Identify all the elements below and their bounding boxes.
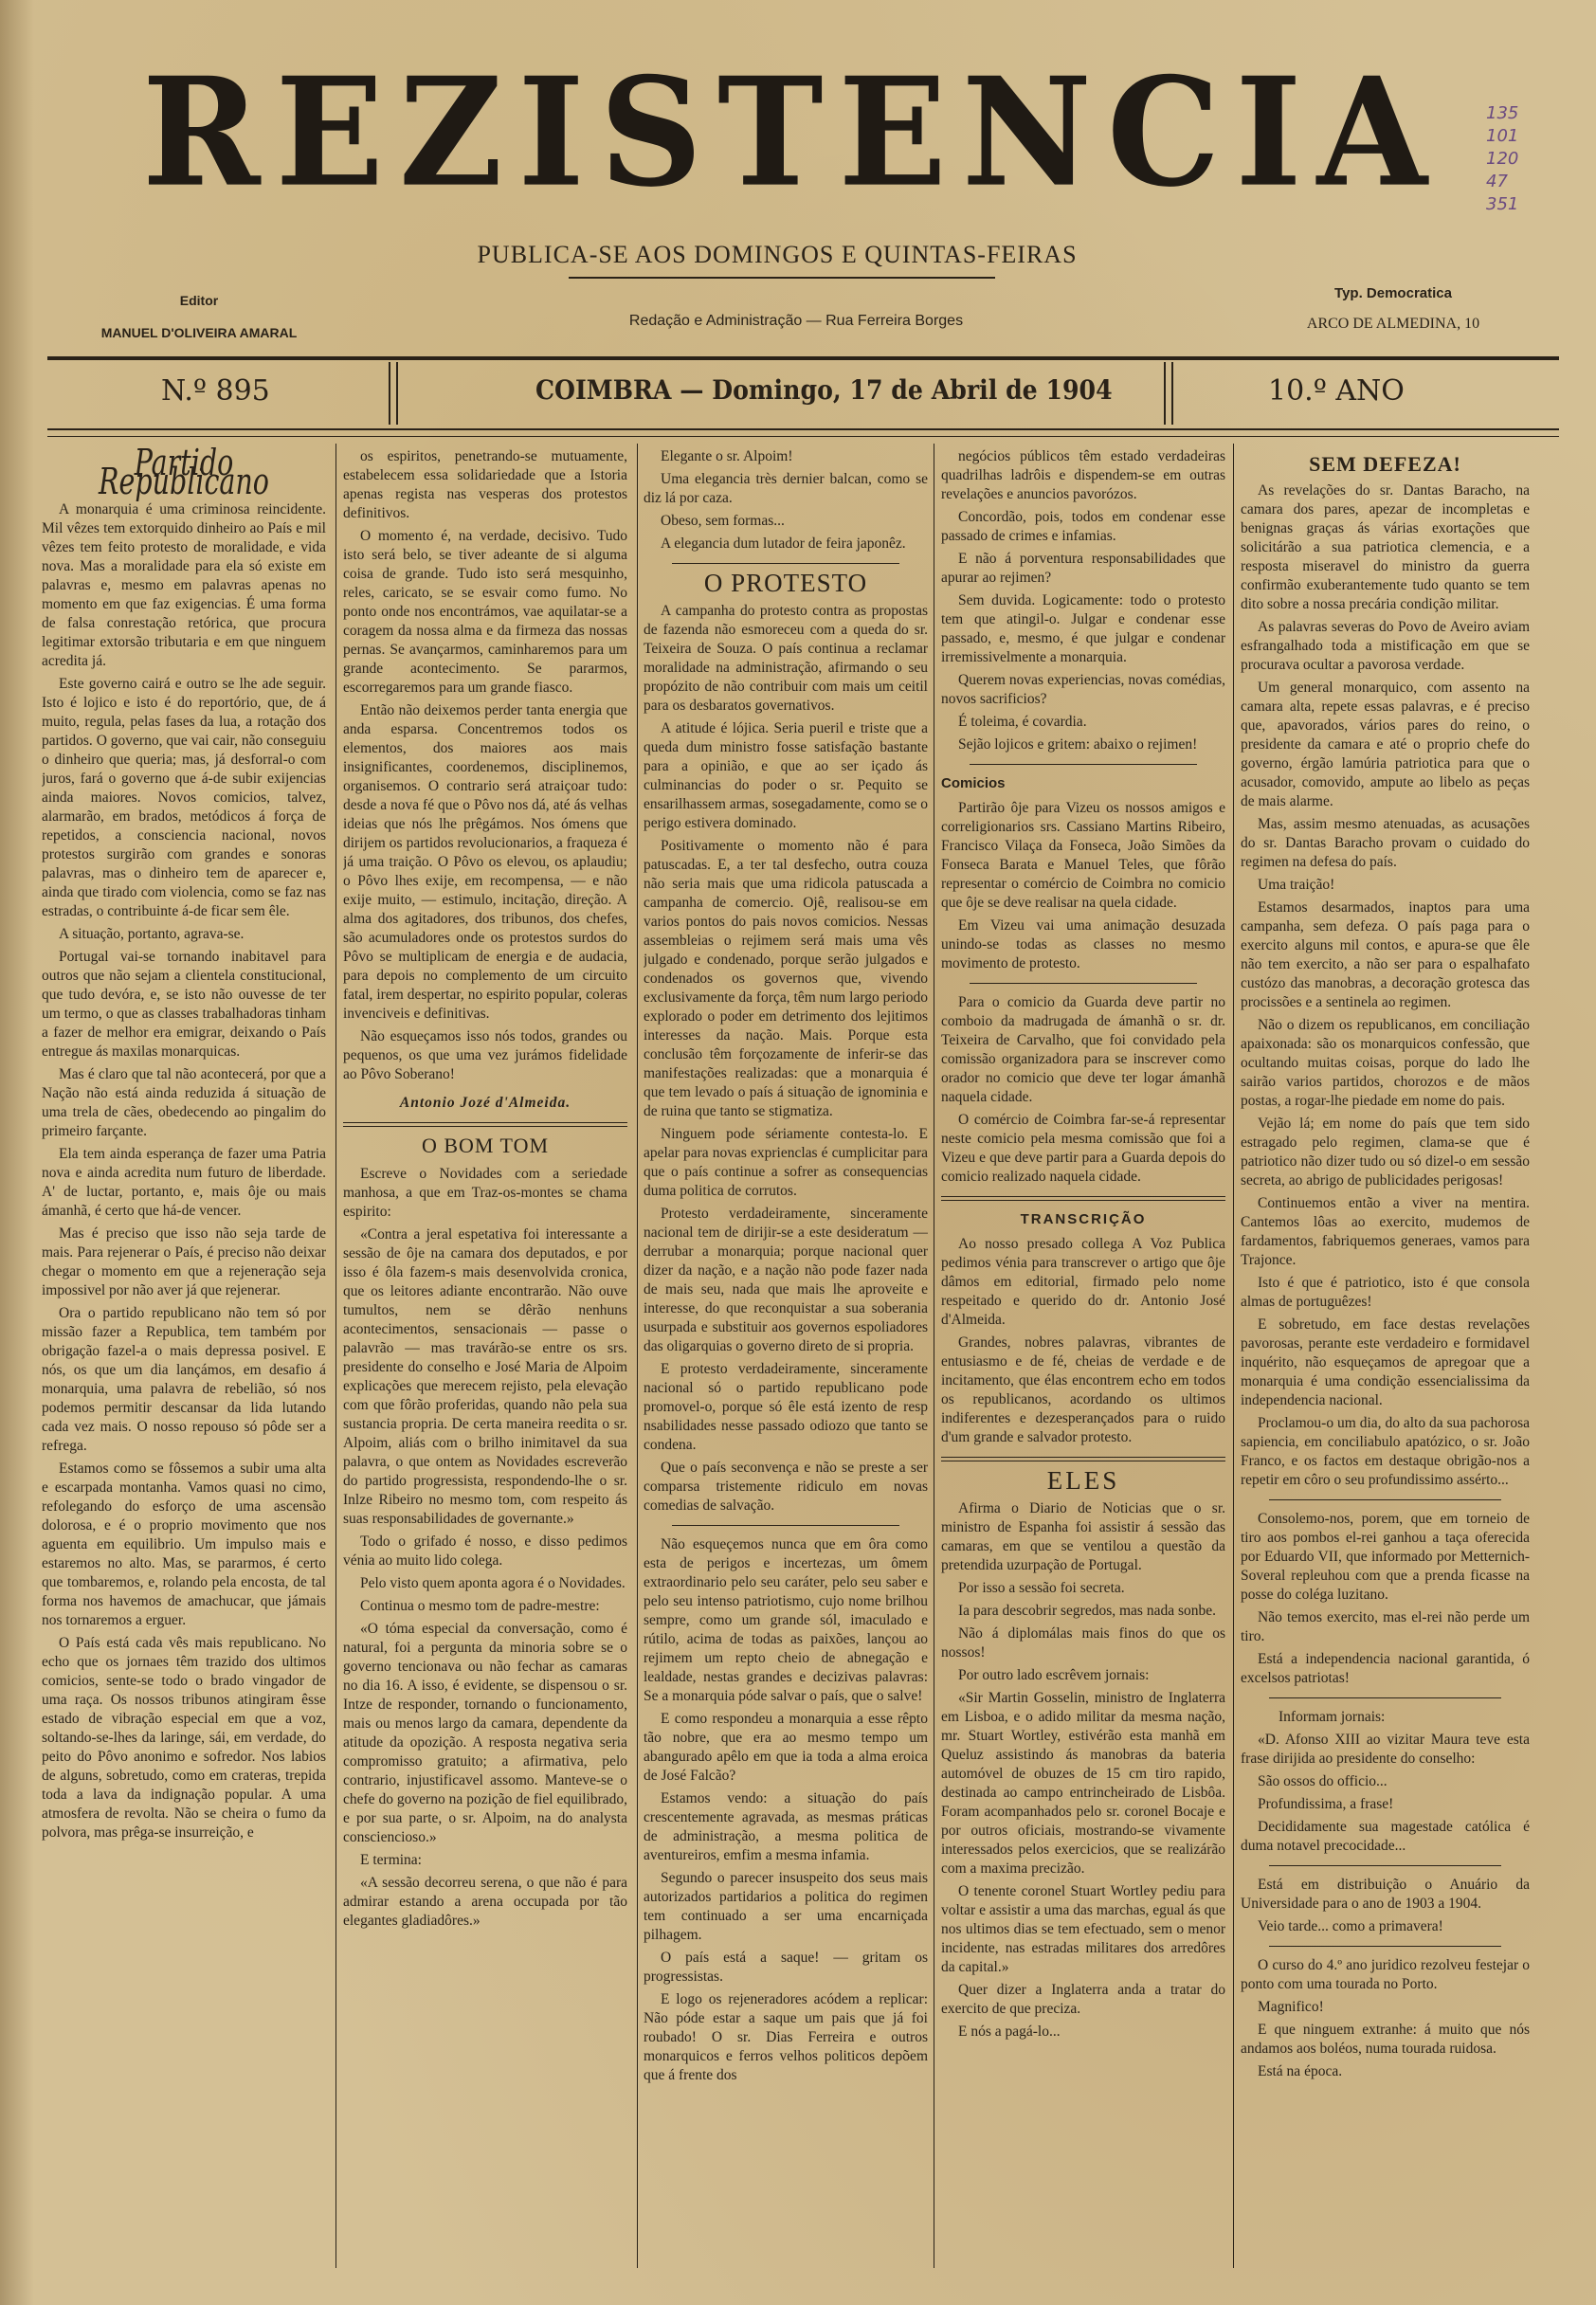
- paragraph: Mas, assim mesmo atenuadas, as acusações do sr. Dantas Baracho provam o cuidado do regimen na defesa do país.: [1241, 816, 1530, 870]
- paragraph: A monarquia é uma criminosa reincidente. Mil vêzes tem extorquido dinheiro ao País e mil vêzes tem feito protesto de moralidade, e vida nova. Mas a moralidade para ela só existe em palavras e, mesmo em palavras apenas no momento em que faz exigencias. É uma forma de falsa conrestação retórica, que procura legitimar extorsão tributaria e em que ninguem acredita já.: [42, 501, 326, 669]
- paragraph: Sejão lojicos e gritem: abaixo o rejimen!: [958, 736, 1198, 753]
- paragraph: Este governo cairá e outro se lhe ade seguir. Isto é lojico e isto é do reportório, que, de á muito, regula, pelas fases da lua, a rotação dos partidos. O governo, que vai cair, não conseguiu o dinheiro que queria; mas, já desforral-o com juros, fará o governo que á-de subir exijencias ainda maiores. Novos comicios, talvez, alarmarão, em brados, metódicos á força de repetidos, a consciencia nacional, novos protestos surgirão com grandes e sonoras palavras, mas o dinheiro tem de aparecer e, ainda que tirado com violencia, como se faz nas estradas, o contribuinte á-de ficar sem êle.: [42, 676, 326, 919]
- typ-label: Typ. Democratica: [1334, 285, 1452, 301]
- header-rule-bottom-thin: [47, 436, 1559, 437]
- paragraph: Estamos vendo: a situação do país crescentemente agravada, as mesmas práticas de administração, a mesma politica de aventureiros, emfim a mesma infamia.: [644, 1790, 928, 1863]
- paragraph: Não á diplomálas mais finos do que os nossos!: [941, 1625, 1225, 1661]
- paragraph: O momento é, na verdade, decisivo. Tudo isto será belo, se tiver adeante de si alguma coisa de grande. Tudo isto será mesquinho, reles, caricato, se se esvair como fumo. No ponto onde nos encontrámos, vae aquilatar-se a coragem da nossa alma e da firmeza das nossas pernas. Se avançarmos, caminharemos para um grande acontecimento. Se pararmos, escorregaremos para um grande fiasco.: [343, 528, 627, 696]
- paragraph: «Sir Martin Gosselin, ministro de Inglaterra em Lisboa, e o adido militar da mesma nação, mr. Stuart Wortley, estivérão esta manhã em Queluz assistindo ás manobras da bateria automóvel de obuzes de 15 cm tiro rapido, destinada ao campo entrincheirado de Lisbôa. Foram acompanhados pelo sr. coronel Bocaje e por outros oficiais, mostrando-se vivamente interessados pelos exercicios, que se realizárão com a maxima precizão.: [941, 1690, 1225, 1877]
- paragraph: Ora o partido republicano não tem só por missão fazer a Republica, tem também por obrigação fazel-a o mais depressa posivel. E nós, os que um dia lançámos, em desafio á monarquia, uma palavra de rebelião, só nos podemos permitir descansar da lida lutando cada vez mais. O nosso repouso só pôde ser a refrega.: [42, 1305, 326, 1454]
- paragraph: O curso do 4.º ano juridico rezolveu festejar o ponto com uma tourada no Porto.: [1241, 1957, 1530, 1992]
- paragraph: Para o comicio da Guarda deve partir no comboio da madrugada de ámanhã o sr. dr. Teixeira de Carvalho, que foi convidado pela comissão organizadora para se inscrever como orador no comicio que deve ter logar ámanhã naquela cidade.: [941, 994, 1225, 1105]
- info-divider: [389, 362, 390, 425]
- note-line: 101: [1486, 126, 1519, 146]
- paragraph: Então não deixemos perder tanta energia que anda esparsa. Concentremos todos os elementos, dos maiores aos mais insignificantes, coordenemos, disciplinemos, organisemos. O contrario será atraiçoar tudo: desde a nova fé que o Pôvo nos dá, até ás velhas ideias que nós lhe prêgámos. Nos ómens que dirijem os partidos revolucionarios, a fraqueza é já uma traição. O Pôvo os elevou, os aplaudiu; o Pôvo lhes exije, em recompensa, — e não exije muito, — estimulo, incitação, direção. A alma dos agitadores, dos tribunos, dos chefes, são acumuladores onde os protestos surdos do Pôvo se multiplicam de energia e de audacia, para depois no complemento de um circuito fatal, irem despertar, no espirito popular, coleras invenciveis e definitivas.: [343, 702, 627, 1022]
- paragraph: Não esqueçamos isso nós todos, grandes ou pequenos, os que uma vez jurámos fidelidade ao Pôvo Soberano!: [343, 1028, 627, 1082]
- article-separator: [343, 1122, 627, 1127]
- paragraph: Ela tem ainda esperança de fazer uma Patria nova e ainda acredita num futuro de liberdade. A' de luctar, portanto, e, mais ôje ou mais ámanhã, é certo que há-de vencer.: [42, 1146, 326, 1219]
- paragraph: «A sessão decorreu serena, o que não é para admirar estando a arena occupada por tão elegantes gladiadôres.»: [343, 1875, 627, 1929]
- paragraph: Concordão, pois, todos em condenar esse passado de crimes e infamias.: [941, 509, 1225, 544]
- column-4: [941, 447, 1225, 2267]
- article-separator: [1269, 1697, 1501, 1698]
- paragraph: A situação, portanto, agrava-se.: [59, 926, 245, 942]
- paragraph: Uma traição!: [1258, 877, 1335, 893]
- paragraph: E protesto verdadeiramente, sinceramente nacional só o partido republicano pode promovel-o, porque só êle está izento de resp nsabilidades nesse passado odiozo que tanto se condena.: [644, 1361, 928, 1453]
- article-signature: Antonio Jozé d'Almeida.: [399, 1095, 571, 1111]
- article-title-bom-tom: O BOM TOM: [421, 1134, 550, 1157]
- paragraph: Veio tarde... como a primavera!: [1258, 1918, 1443, 1934]
- column-1: [42, 447, 326, 2267]
- paragraph: Partirão ôje para Vizeu os nossos amigos e correligionarios srs. Cassiano Martins Ribeiro, Francisco Vilaça da Fonseca, João Simões da Fonseca Barata e Manuel Teles, que fôrão representar o comércio de Coimbra no comicio que ôje se deve realisar na quela cidade.: [941, 800, 1225, 911]
- article-title-eles: ELES: [1046, 1466, 1120, 1495]
- paragraph: Ia para descobrir segredos, mas nada sonbe.: [958, 1603, 1217, 1619]
- paragraph: E sobretudo, em face destas revelações pavorosas, perante este verdadeiro e formidavel inquérito, não esqueçamos de apregoar que a monarquia é uma condição essencialissima da independencia nacional.: [1241, 1316, 1530, 1408]
- column-rule: [637, 444, 638, 2268]
- article-separator: [1269, 1946, 1501, 1947]
- subtitle-rule: [569, 277, 995, 279]
- paragraph: Não temos exercito, mas el-rei não perde um tiro.: [1241, 1609, 1530, 1644]
- column-3: [644, 447, 928, 2267]
- article-title-partido-republicano: Partido Republicano: [99, 447, 269, 502]
- paragraph: «Contra a jeral espetativa foi interessante a sessão de ôje na camara dos deputados, e por isso é ôla fazem-s mais desenvolvida cronica, que os leitores adiante encontrarão. Não ouve tumultos, nem se dêrão nenhuns acontecimentos, sensacionais — passe o palavrão — mas travárão-se entre os srs. presidente do conselho e José Maria de Alpoim explicações que merecem rejisto, pela elevação com que fôrão proferidas, quando não pela sua sustancia propria. De certa maneira reedita o sr. Alpoim, aliás com o brilho inimitavel da sua palavra, o que ontem as Novidades escreverão do partido progressista, respondendo-lhe o sr. Inlze Ribeiro no mesmo tom, com respeito ás suas responsabilidades de governante.»: [343, 1226, 627, 1527]
- typography-box: [1223, 279, 1564, 339]
- paragraph: Um general monarquico, com assento na camara alta, repete essas palavras, e é preciso que, apavorados, vários pares do reino, o presidente da camara e até o proprio chefe do governo, érgão lamúria patriotica para que o acusador, comovido, ampute ao libelo as peças de mais alarme.: [1241, 680, 1530, 809]
- paragraph: E logo os rejeneradores acódem a replicar: Não póde estar a saque um pais que já foi roubado! O sr. Dias Ferreira e outros monarquicos e ferros velhos politicos depõem que á frente dos: [644, 1991, 928, 2083]
- masthead-subtitle: PUBLICA-SE AOS DOMINGOS E QUINTAS-FEIRAS: [477, 241, 1078, 268]
- paragraph: O tenente coronel Stuart Wortley pediu para voltar e assistir a uma das marchas, egual ás que nos ultimos dias se tem efectuado, sem o menor incidente, nas estradas militares dos arredôres da capital.»: [941, 1883, 1225, 1975]
- paragraph: Uma elegancia très dernier balcan, como se diz lá por caza.: [644, 471, 928, 506]
- article-separator: [672, 1525, 899, 1526]
- header-rule-bottom: [47, 428, 1559, 430]
- article-separator: [941, 1196, 1225, 1201]
- paragraph: Em Vizeu vai uma animação desuzada unindo-se todas as classes no mesmo movimento de protesto.: [941, 917, 1225, 971]
- paragraph: Proclamou-o um dia, do alto da sua pachorosa sapiencia, em conciliabulo apatózico, o sr. João Franco, e os factos em destaque obrigão-nos a repetir em côro o seu profundissimo assérto...: [1241, 1415, 1530, 1488]
- paragraph: E não á porventura responsabilidades que apurar ao rejimen?: [941, 551, 1225, 586]
- info-divider: [1164, 362, 1166, 425]
- column-5: [1241, 447, 1530, 2267]
- paragraph: Ao nosso presado collega A Voz Publica pedimos vénia para transcrever o artigo que ôje dâmos em editorial, firmado pelo nome respeitado e querido do dr. Antonio José d'Almeida.: [941, 1236, 1225, 1328]
- paragraph: As revelações do sr. Dantas Baracho, na camara dos pares, apezar de incompletas e benignas graças ás várias exortações que solicitárão a sua patriotica clemencia, e a resposta miseravel do ministro da guerra confirmão exuberantemente tudo quanto se tem dito sobre a nossa precária condição militar.: [1241, 482, 1530, 612]
- paragraph: Magnifico!: [1258, 1999, 1324, 2015]
- editor-name: MANUEL D'OLIVEIRA AMARAL: [100, 325, 298, 340]
- paragraph: Mas é preciso que isso não seja tarde de mais. Para rejenerar o País, é preciso não deixar chegar o momento em que a rejeneração seja impossivel por não aver já que rejenerar.: [42, 1225, 326, 1298]
- paragraph: Está na época.: [1258, 2063, 1343, 2079]
- paragraph: Não o dizem os republicanos, em conciliação apaixonada: são os monarquicos confessão, que ocultando muitas coisas, porque do lado lhe sairão varios partidos, chorozos e de mãos postas, a rogar-lhe piedade em nome do pais.: [1241, 1017, 1530, 1109]
- paragraph: A campanha do protesto contra as propostas de fazenda não esmoreceu com a queda do sr. Teixeira de Souza. O país continua a reclamar moralidade na administração, afirmando o seu propózito de não contribuir com mais um ceitil para os desbaratos governativos.: [644, 603, 928, 714]
- paragraph: Que o país seconvença e não se preste a ser comparsa tristemente ridiculo em novas comedias de salvação.: [644, 1460, 928, 1514]
- paragraph: Decididamente sua magestade católica é duma notavel precocidade...: [1241, 1819, 1530, 1854]
- paragraph: E nós a pagá-lo...: [958, 2024, 1061, 2040]
- paragraph: Estamos como se fôssemos a subir uma alta e escarpada montanha. Vamos quasi no cimo, refolegando do esforço de uma ascensão dolorosa, e é o proprio movimento que nos aguenta em equilibrio. Um impulso mais e estaremos no alto. Mas, se pararmos, é certo que tombaremos, e, rolando pela encosta, de tal forma nos havemos de amachucar, que jámais nos tornaremos a erguer.: [42, 1461, 326, 1628]
- paragraph: E que ninguem extranhe: á muito que nós andamos aos boléos, numa tourada ruidosa.: [1241, 2022, 1530, 2057]
- paragraph: Escreve o Novidades com a seriedade manhosa, a que em Traz-os-montes se chama espirito:: [343, 1166, 627, 1220]
- masthead-title: REZISTENCIA: [142, 45, 1442, 221]
- typ-address: ARCO DE ALMEDINA, 10: [1306, 316, 1480, 332]
- handwritten-note: [1486, 102, 1590, 216]
- page-fold-shadow: [0, 0, 34, 2305]
- article-separator: [672, 563, 899, 564]
- header-rule-top: [47, 356, 1559, 360]
- paragraph: Sem duvida. Logicamente: todo o protesto tem que atingil-o. Julgar e condenar esse passado, e, mesmo, é que julgar e condenar irremissivelmente a monarquia.: [941, 592, 1225, 665]
- paragraph: Mas é claro que tal não acontecerá, por que a Nação não está ainda reduzida á situação de uma trela de cães, obedecendo ao pingalim do primeiro farçante.: [42, 1066, 326, 1139]
- note-line: 135: [1486, 103, 1519, 123]
- paragraph: Informam jornais:: [1279, 1709, 1386, 1725]
- paragraph: Vejão lá; em nome do país que tem sido estragado pelo regimen, clama-se que é patriotico não dizer tudo ou só dizel-o em sessão secreta, ao abrigo de publicidades perigosas!: [1241, 1116, 1530, 1189]
- note-line: 47: [1486, 172, 1508, 191]
- paragraph: A atitude é lójica. Seria pueril e triste que a queda dum ministro fosse satisfação bastante para a opinião, e que ao ser içado ás culminancias do poder o sr. Pequito se ensarilhassem armas, sosegadamente, como se o perigo estivera dominado.: [644, 720, 928, 831]
- paragraph: O país está a saque! — gritam os progressistas.: [644, 1950, 928, 1985]
- column-2: [343, 447, 627, 2267]
- paragraph: Estamos desarmados, inaptos para uma campanha, sem defeza. O país paga para o exercito alguns mil contos, e apura-se que êle não tem exercito, a não ser para o espalhafato custózo das manobras, a decoração grotesca das procissões e a sentinela ao regimen.: [1241, 899, 1530, 1010]
- column-rule: [1233, 444, 1234, 2268]
- section-title-transcricao: TRANSCRIÇÃO: [1020, 1211, 1147, 1227]
- paragraph: O País está cada vês mais republicano. No echo que os jornaes têm trazido dos ultimos comicios, sente-se todo o brado vingador de uma raça. Os nossos tribunos atingiram êsse estado de vibração especial em que a voz, soltando-se-lhes da laringe, sái, em verdade, do peito do Pôvo anonimo e sofredor. Nos labios de alguns, sobretudo, como em crateras, trepida toda a lava da indignação popular. A uma atmosfera de revolta. Não se cheira o fumo da polvora, mas prêga-se insurreição, e: [42, 1635, 326, 1841]
- paragraph: Portugal vai-se tornando inabitavel para outros que não sejam a clientela constitucional, que tudo devóra, e, se isto não ouvesse de ter um termo, o que as classes trabalhadoras tinham a fazer de melhor era emigrar, deixando o País entregue ás maxilas monarquicas.: [42, 949, 326, 1060]
- paragraph: Afirma o Diario de Noticias que o sr. ministro de Espanha foi assistir á sessão das camaras, em que se ventilou a questão da pretendida uzurpação de Portugal.: [941, 1500, 1225, 1573]
- info-divider: [1171, 362, 1173, 425]
- paragraph: E termina:: [360, 1852, 422, 1868]
- paragraph: os espiritos, penetrando-se mutuamente, estabelecem essa solidariedade que a Istoria apenas regista nas vesperas dos protestos definitivos.: [343, 448, 627, 521]
- article-separator: [1269, 1865, 1501, 1866]
- paragraph: Por outro lado escrêvem jornais:: [958, 1667, 1150, 1683]
- paragraph: É toleima, é covardia.: [958, 714, 1087, 730]
- issue-number: N.º 895: [161, 374, 270, 408]
- paragraph: São ossos do officio...: [1258, 1773, 1387, 1789]
- paragraph: Por isso a sessão foi secreta.: [958, 1580, 1125, 1596]
- paragraph: Continua o mesmo tom de padre-mestre:: [360, 1598, 600, 1614]
- paragraph: Querem novas experiencias, novas comédias, novos sacrificios?: [941, 672, 1225, 707]
- info-divider: [396, 362, 398, 425]
- paragraph: E como respondeu a monarquia a esse rêpto tão nobre, que era ao mesmo tempo um abangurado apêlo em que ia toda a alma eroica de José Falcão?: [644, 1711, 928, 1784]
- paragraph: O comércio de Coimbra far-se-á representar neste comicio pela mesma comissão que foi a Vizeu e que deve partir para a Guarda depois do comicio realizado naquela cidade.: [941, 1112, 1225, 1185]
- paragraph: Pelo visto quem aponta agora é o Novidades.: [360, 1575, 626, 1591]
- article-separator: [970, 764, 1197, 765]
- article-title-o-protesto: O PROTESTO: [703, 569, 868, 597]
- paragraph: Protesto verdadeiramente, sinceramente nacional tem de dirijir-se a este desideratum — derrubar a monarquia; porque nacional quer dizer da nação, e a nação não pode fazer nada de mais seu, nada que mais lhe aproveite e interesse, do que reconquistar a sua soberania usurpada e substituir aos governos espoliadores das oligarquias o governo direto de si propria.: [644, 1206, 928, 1354]
- note-line: 351: [1486, 194, 1519, 214]
- paragraph: Ninguem pode sériamente contesta-lo. E apelar para novas exprienclas é cumplicitar para que o país continue a sofrer as consequencias duma politica de corrutos.: [644, 1126, 928, 1199]
- paragraph: Continuemos então a viver na mentira. Cantemos lôas ao exercito, mudemos de fardamentos, fabriquemos generaes, vamos para Trajonce.: [1241, 1195, 1530, 1268]
- section-title-comicios: Comicios: [941, 775, 1006, 791]
- paragraph: Quer dizer a Inglaterra anda a tratar do exercito de que preciza.: [941, 1982, 1225, 2017]
- paragraph: Profundissima, a frase!: [1258, 1796, 1394, 1812]
- paragraph: «O tóma especial da conversação, como é natural, foi a pergunta da minoria sobre se o governo tencionava ou não fechar as camaras no dia 16. A isso, é evidente, se dispensou o sr. Intze de responder, tornando o funcionamento, mais ou menos largo da camara, dependente da atitude da opozição. A resposta negativa seria compromisso gratuito; a afirmativa, pelo contrario, injustificavel assomo. Manteve-se o chefe do governo na pozição de fiel equilibrado, e por sua parte, o sr. Alpoim, na do analysta consciencioso.»: [343, 1621, 627, 1845]
- paragraph: Elegante o sr. Alpoim!: [661, 448, 793, 464]
- paragraph: Grandes, nobres palavras, vibrantes de entusiasmo e de fé, cheias de verdade e de incitamento, que élas encontrem echo em todos os republicanos, acordando os ultimos indiferentes e dezesperançados para o ruido d'um grande e salvador protesto.: [941, 1334, 1225, 1445]
- redacao-address: Redação e Administração — Rua Ferreira Borges: [628, 313, 964, 329]
- paragraph: Não esqueçemos nunca que em ôra como esta de perigos e incertezas, um ômem extraordinario pelo seu caráter, pelo seu saber e pelo seu intenso patriotismo, cujo nome brilhou sempre, como um grande sól, imaculado e rútilo, acima de todas as paixões, lançou ao rejimem um repto cheio de abnegação e lealdade, nestas grandes e decizivas palavras: Se a monarquia póde salvar o país, que o salve!: [644, 1536, 928, 1704]
- paragraph: Todo o grifado é nosso, e disso pedimos vénia ao muito lido colega.: [343, 1534, 627, 1569]
- article-separator: [1269, 1499, 1501, 1500]
- paragraph: Obeso, sem formas...: [661, 513, 785, 529]
- paragraph: negócios públicos têm estado verdadeiras quadrilhas ladrôis e dispendem-se em outras revelações e anuncios pavorózos.: [941, 448, 1225, 502]
- paragraph: Isto é que é patriotico, isto é que consola almas de portuguêzes!: [1241, 1275, 1530, 1310]
- paragraph: Consolemo-nos, porem, que em torneio de tiro aos pombos el-rei ganhou a taça oferecida por Eduardo VII, que informado por Metternich-Soveral repleuhou com que a prenda ficasse na posse do coléga luzitano.: [1241, 1511, 1530, 1603]
- paragraph: Está a independencia nacional garantida, ó excelsos patriotas!: [1241, 1651, 1530, 1686]
- article-separator: [941, 1457, 1225, 1461]
- editor-box: [57, 284, 341, 349]
- issue-year: 10.º ANO: [1268, 374, 1405, 408]
- paragraph: Positivamente o momento não é para patuscadas. E, a ter tal desfecho, outra couza não seria mais que uma ridicola patuscada a campanha de comercio. Ojê, realisou-se em varios pontos do pais novos comicios. Nessas assembleias o rejimem será mais uma vês julgado e condenado, porque serão julgados e condenados os governos que, vivendo exclusivamente da força, têm num largo periodo explorado o poder em detrimento dos lejitimos interesses da nação. Mais. Porque esta conclusão têm forçozamente de inferir-se das manifestações realizadas: que a monarquia é que tem levado o país á situação de ignominia e de ruina que tanto se stigmatiza.: [644, 838, 928, 1119]
- paragraph: As palavras severas do Povo de Aveiro aviam esfrangalhado toda a mistificação em que se procurava ocultar a pavorosa verdade.: [1241, 619, 1530, 673]
- paragraph: «D. Afonso XIII ao vizitar Maura teve esta frase dirijida ao presidente do conselho:: [1241, 1732, 1530, 1767]
- article-separator: [970, 983, 1197, 984]
- issue-date: COIMBRA — Domingo, 17 de Abril de 1904: [535, 374, 1113, 406]
- paragraph: A elegancia dum lutador de feira japonêz.: [661, 535, 906, 552]
- note-line: 120: [1486, 149, 1519, 169]
- paragraph: Está em distribuição o Anuário da Universidade para o ano de 1903 a 1904.: [1241, 1877, 1530, 1912]
- editor-label: Editor: [179, 293, 219, 308]
- paragraph: Segundo o parecer insuspeito dos seus mais autorizados partidarios a politica do regimen tem continuado a ser uma encarniçada pilhagem.: [644, 1870, 928, 1943]
- article-title-sem-defeza: SEM DEFEZA!: [1309, 452, 1461, 476]
